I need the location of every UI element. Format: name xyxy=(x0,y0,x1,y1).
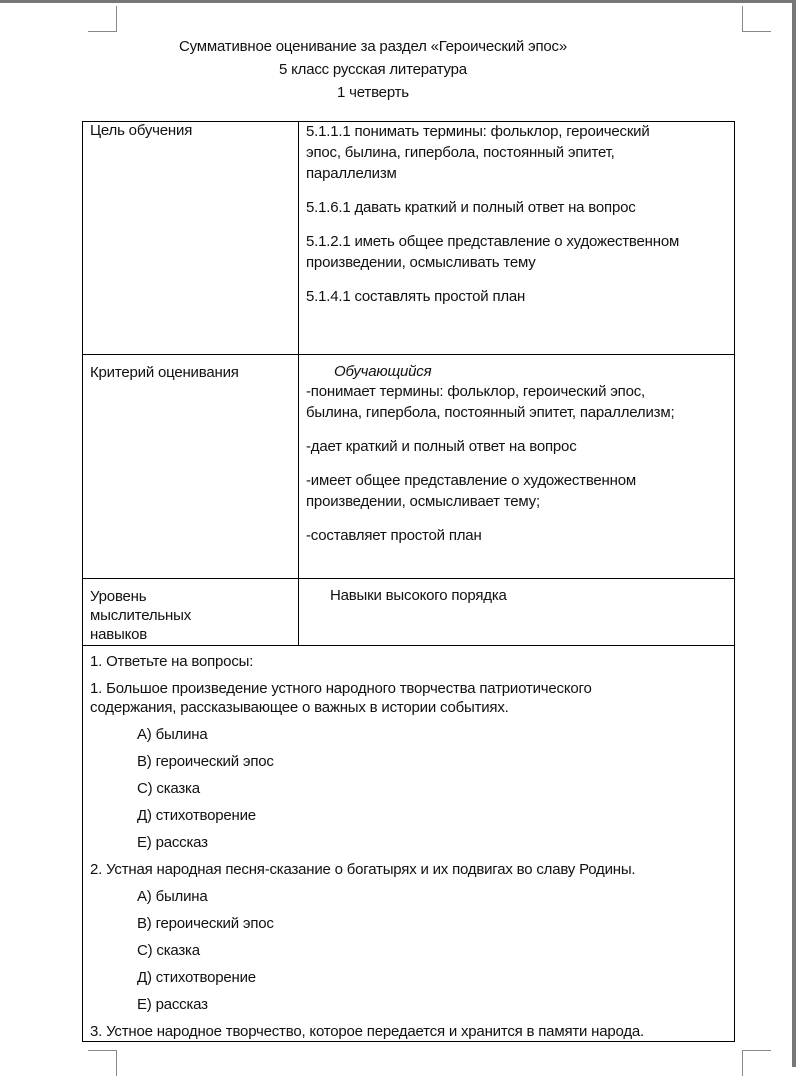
answer-option: Е) рассказ xyxy=(137,834,208,851)
crop-mark xyxy=(742,6,771,32)
goal-line: 5.1.6.1 давать краткий и полный ответ на вопрос xyxy=(306,199,636,216)
answer-option: А) былина xyxy=(137,726,208,743)
criteria-line: -дает краткий и полный ответ на вопрос xyxy=(306,438,577,455)
level-label: навыков xyxy=(90,626,148,643)
level-label: мыслительных xyxy=(90,607,192,624)
answer-option: Д) стихотворение xyxy=(137,969,256,986)
answer-option: Д) стихотворение xyxy=(137,807,256,824)
level-value: Навыки высокого порядка xyxy=(330,587,507,604)
crop-mark xyxy=(88,6,117,32)
doc-quarter: 1 четверть xyxy=(337,84,409,101)
criteria-label: Критерий оценивания xyxy=(90,364,239,381)
doc-grade: 5 класс русская литература xyxy=(279,61,467,78)
answer-option: С) сказка xyxy=(137,942,200,959)
tasks-heading: 1. Ответьте на вопросы: xyxy=(90,653,254,670)
crop-mark xyxy=(742,1050,771,1076)
answer-option: С) сказка xyxy=(137,780,200,797)
question-3: 3. Устное народное творчество, которое передается и хранится в памяти народа. xyxy=(90,1023,645,1040)
level-label: Уровень xyxy=(90,588,147,605)
goal-line: параллелизм xyxy=(306,165,397,182)
answer-option: Е) рассказ xyxy=(137,996,208,1013)
criteria-line: -имеет общее представление о художественном xyxy=(306,472,636,489)
criteria-line: -составляет простой план xyxy=(306,527,482,544)
goal-label: Цель обучения xyxy=(90,122,193,139)
question-2: 2. Устная народная песня-сказание о богатырях и их подвигах во славу Родины. xyxy=(90,861,636,878)
crop-mark xyxy=(88,1050,117,1076)
doc-title: Суммативное оценивание за раздел «Героический эпос» xyxy=(179,38,567,55)
goal-line: 5.1.2.1 иметь общее представление о художественном xyxy=(306,233,680,250)
question-1: содержания, рассказывающее о важных в истории событиях. xyxy=(90,699,509,716)
answer-option: В) героический эпос xyxy=(137,753,274,770)
answer-option: А) былина xyxy=(137,888,208,905)
goal-line: 5.1.4.1 составлять простой план xyxy=(306,288,526,305)
criteria-line: былина, гипербола, постоянный эпитет, параллелизм; xyxy=(306,404,675,421)
goal-line: 5.1.1.1 понимать термины: фольклор, героический xyxy=(306,123,650,140)
goal-line: произведении, осмысливать тему xyxy=(306,254,536,271)
question-1: 1. Большое произведение устного народного творчества патриотического xyxy=(90,680,592,697)
goal-line: эпос, былина, гипербола, постоянный эпитет, xyxy=(306,144,615,161)
criteria-line: Обучающийся xyxy=(334,363,432,380)
answer-option: В) героический эпос xyxy=(137,915,274,932)
criteria-line: произведении, осмысливает тему; xyxy=(306,493,540,510)
criteria-line: -понимает термины: фольклор, героический эпос, xyxy=(306,383,646,400)
